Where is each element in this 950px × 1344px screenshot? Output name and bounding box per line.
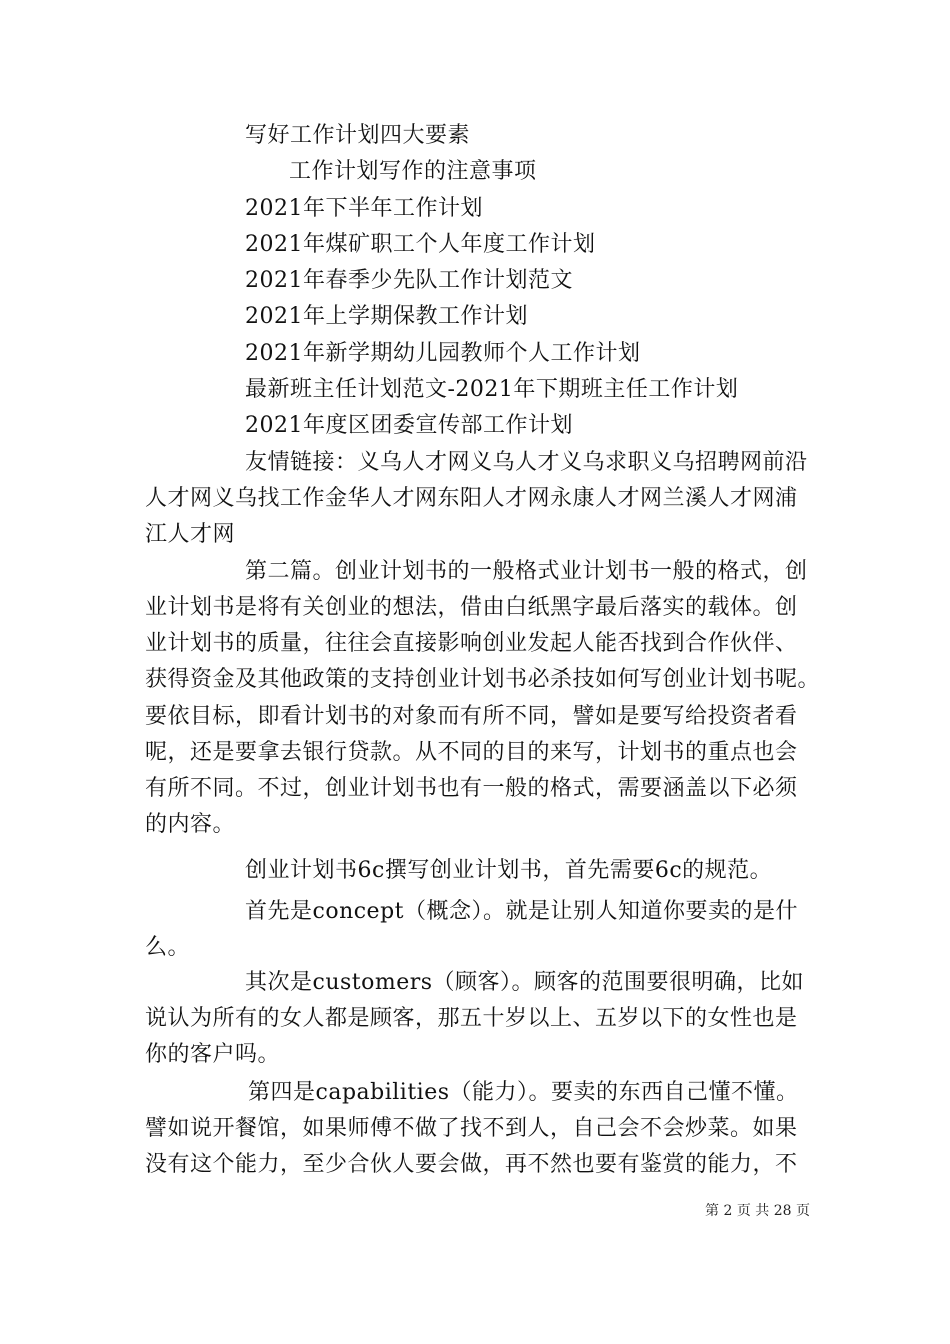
section2-paragraph-line: 有所不同。不过，创业计划书也有一般的格式，需要涵盖以下必须 <box>145 776 798 801</box>
section2-paragraph-line: 获得资金及其他政策的支持创业计划书必杀技如何写创业计划书呢。 <box>145 667 821 692</box>
capabilities-paragraph-line: 没有这个能力，至少合伙人要会做，再不然也要有鉴赏的能力，不 <box>145 1152 798 1177</box>
concept-paragraph-line: 么。 <box>145 935 191 960</box>
section2-paragraph-line: 业计划书是将有关创业的想法，借由白纸黑字最后落实的载体。创 <box>145 595 798 620</box>
list-item: 2021年春季少先队工作计划范文 <box>245 268 573 293</box>
list-item: 2021年下半年工作计划 <box>245 196 483 221</box>
section2-paragraph-line: 第二篇。创业计划书的一般格式业计划书一般的格式，创 <box>245 559 808 584</box>
list-item: 2021年煤矿职工个人年度工作计划 <box>245 232 596 257</box>
list-item: 最新班主任计划范文-2021年下期班主任工作计划 <box>245 377 739 402</box>
section2-paragraph-line: 要依目标，即看计划书的对象而有所不同，譬如是要写给投资者看 <box>145 704 798 729</box>
section2-paragraph-line: 呢，还是要拿去银行贷款。从不同的目的来写，计划书的重点也会 <box>145 740 798 765</box>
links-paragraph-line: 人才网义乌找工作金华人才网东阳人才网永康人才网兰溪人才网浦 <box>145 486 798 511</box>
list-item: 工作计划写作的注意事项 <box>289 159 537 184</box>
capabilities-paragraph-line: 第四是capabilities（能力）。要卖的东西自己懂不懂。 <box>248 1080 799 1105</box>
links-paragraph-line: 江人才网 <box>145 522 236 547</box>
links-paragraph-line: 友情链接：义乌人才网义乌人才义乌求职义乌招聘网前沿 <box>245 450 808 475</box>
concept-paragraph-line: 首先是concept（概念）。就是让别人知道你要卖的是什 <box>245 899 799 924</box>
sixc-line: 创业计划书6c撰写创业计划书，首先需要6c的规范。 <box>245 858 773 883</box>
customers-paragraph-line: 你的客户吗。 <box>145 1042 281 1067</box>
list-item: 写好工作计划四大要素 <box>245 123 471 148</box>
list-item: 2021年度区团委宣传部工作计划 <box>245 413 573 438</box>
customers-paragraph-line: 其次是customers（顾客）。顾客的范围要很明确，比如 <box>245 970 805 995</box>
capabilities-paragraph-line: 譬如说开餐馆，如果师傅不做了找不到人，自己会不会炒菜。如果 <box>145 1116 798 1141</box>
section2-paragraph-line: 业计划书的质量，往往会直接影响创业发起人能否找到合作伙伴、 <box>145 631 798 656</box>
list-item: 2021年新学期幼儿园教师个人工作计划 <box>245 341 641 366</box>
page-number: 第 2 页 共 28 页 <box>705 1203 810 1219</box>
customers-paragraph-line: 说认为所有的女人都是顾客，那五十岁以上、五岁以下的女性也是 <box>145 1006 798 1031</box>
list-item: 2021年上学期保教工作计划 <box>245 304 528 329</box>
section2-paragraph-line: 的内容。 <box>145 812 236 837</box>
